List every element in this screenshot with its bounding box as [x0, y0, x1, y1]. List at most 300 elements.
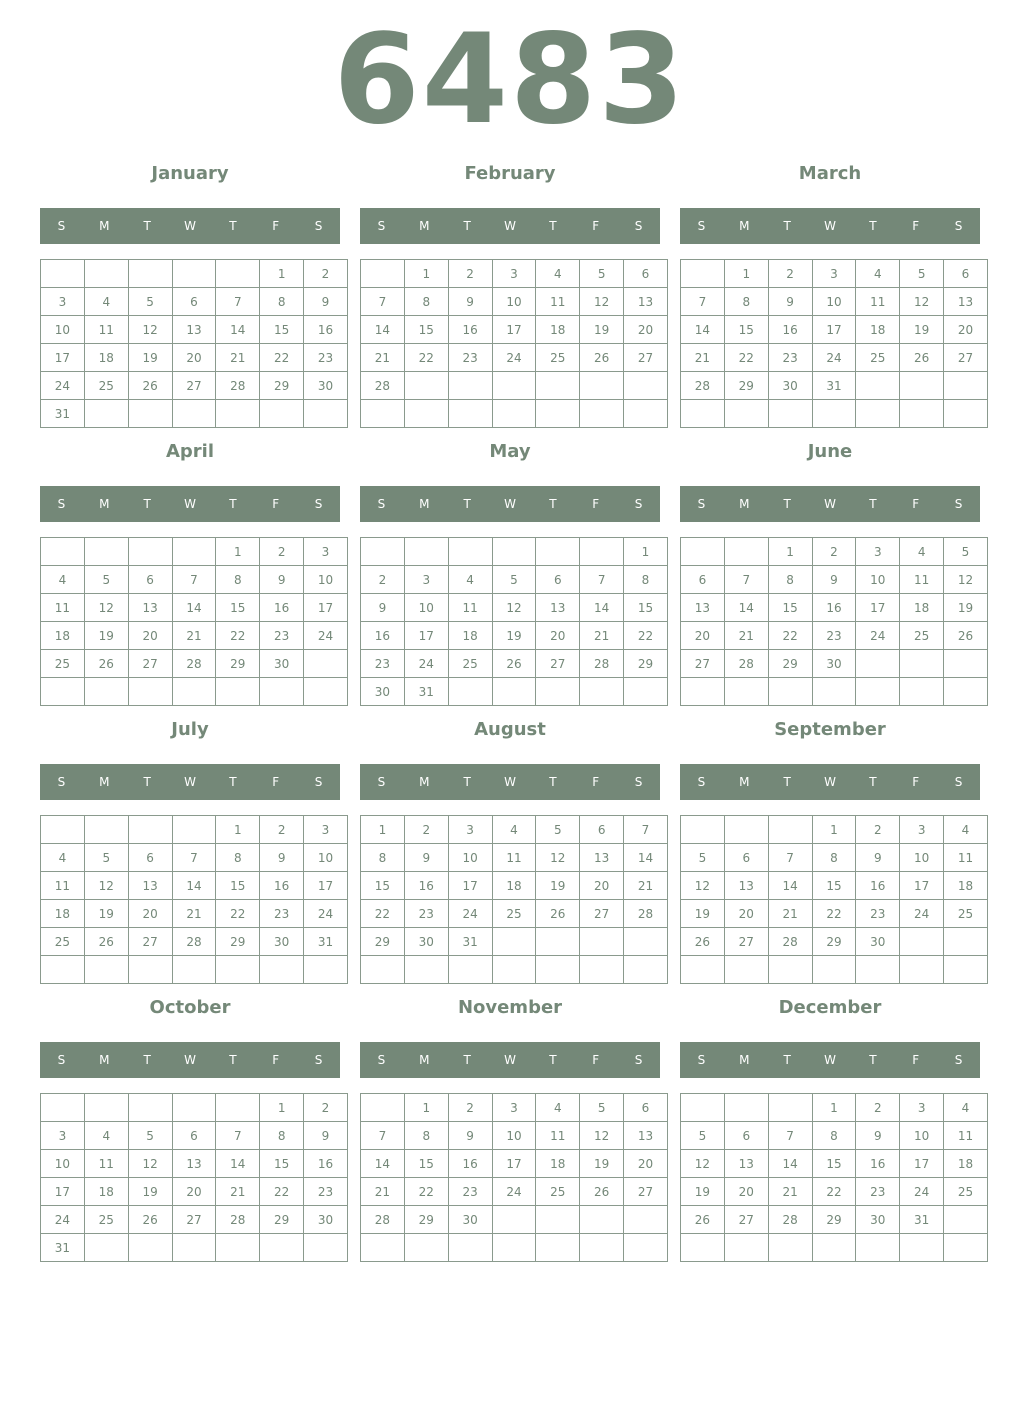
day-cell: 22: [361, 900, 405, 928]
day-cell: 11: [492, 844, 536, 872]
empty-day-cell: [492, 1234, 536, 1262]
weekday-label: M: [419, 219, 430, 233]
day-cell: 11: [448, 594, 492, 622]
weekday-label: S: [377, 497, 386, 511]
week-row: [361, 1122, 668, 1150]
month-october: [40, 997, 340, 1261]
empty-day-cell: [812, 678, 856, 706]
week-row: [361, 900, 668, 928]
day-cell: 29: [812, 1206, 856, 1234]
day-cell: 30: [856, 928, 900, 956]
empty-day-cell: [41, 538, 85, 566]
day-cell: 3: [41, 1122, 85, 1150]
day-cell: 14: [768, 872, 812, 900]
empty-day-cell: [900, 400, 944, 428]
day-grid: [40, 815, 348, 984]
empty-day-cell: [260, 956, 304, 984]
day-cell: 6: [128, 566, 172, 594]
weekday-label: S: [377, 775, 386, 789]
day-grid: [360, 815, 668, 984]
day-cell: 6: [172, 288, 216, 316]
empty-day-cell: [172, 400, 216, 428]
week-row: [361, 844, 668, 872]
day-cell: 14: [361, 316, 405, 344]
day-cell: 28: [172, 650, 216, 678]
day-cell: 11: [84, 316, 128, 344]
day-cell: 14: [216, 1150, 260, 1178]
day-cell: 26: [580, 1178, 624, 1206]
day-cell: 8: [216, 566, 260, 594]
week-row: [361, 928, 668, 956]
day-cell: 10: [41, 316, 85, 344]
day-cell: 14: [768, 1150, 812, 1178]
day-cell: 5: [128, 288, 172, 316]
day-grid: [360, 1093, 668, 1262]
day-cell: 30: [812, 650, 856, 678]
day-cell: 12: [681, 872, 725, 900]
weekday-label: F: [272, 219, 280, 233]
month-january: [40, 163, 340, 427]
day-cell: 10: [41, 1150, 85, 1178]
weekday-label: M: [739, 775, 750, 789]
empty-day-cell: [41, 816, 85, 844]
day-cell: 29: [260, 372, 304, 400]
day-cell: 2: [304, 1094, 348, 1122]
empty-day-cell: [624, 956, 668, 984]
empty-day-cell: [128, 400, 172, 428]
empty-day-cell: [536, 1206, 580, 1234]
day-cell: 24: [492, 1178, 536, 1206]
week-row: [681, 566, 988, 594]
day-cell: 10: [304, 566, 348, 594]
day-cell: 28: [361, 1206, 405, 1234]
day-cell: 7: [216, 288, 260, 316]
day-cell: 8: [260, 288, 304, 316]
empty-day-cell: [128, 816, 172, 844]
empty-day-cell: [448, 678, 492, 706]
day-cell: 17: [404, 622, 448, 650]
day-cell: 3: [900, 1094, 944, 1122]
day-cell: 24: [900, 900, 944, 928]
day-cell: 9: [304, 288, 348, 316]
month-name: April: [165, 441, 215, 462]
day-cell: 23: [404, 900, 448, 928]
day-cell: 26: [128, 1206, 172, 1234]
day-cell: 10: [404, 594, 448, 622]
day-cell: 27: [172, 372, 216, 400]
weekday-label: S: [634, 219, 643, 233]
day-cell: 30: [856, 1206, 900, 1234]
weekday-header: [40, 764, 340, 800]
day-cell: 22: [624, 622, 668, 650]
day-cell: 7: [681, 288, 725, 316]
week-row: [681, 260, 988, 288]
day-cell: 11: [944, 1122, 988, 1150]
day-cell: 28: [768, 928, 812, 956]
day-cell: 16: [404, 872, 448, 900]
day-cell: 17: [492, 316, 536, 344]
empty-day-cell: [84, 538, 128, 566]
empty-day-cell: [681, 816, 725, 844]
weekday-label: T: [549, 219, 557, 233]
week-row: [681, 650, 988, 678]
day-cell: 11: [536, 1122, 580, 1150]
day-cell: 15: [724, 316, 768, 344]
empty-day-cell: [172, 816, 216, 844]
day-cell: 3: [492, 1094, 536, 1122]
week-row: [681, 900, 988, 928]
day-cell: 27: [724, 928, 768, 956]
week-row: [681, 956, 988, 984]
day-cell: 5: [84, 844, 128, 872]
day-cell: 19: [681, 1178, 725, 1206]
day-cell: 17: [492, 1150, 536, 1178]
week-row: [361, 956, 668, 984]
year-title: 6483: [333, 8, 687, 152]
day-cell: 1: [812, 816, 856, 844]
weekday-label: T: [783, 219, 791, 233]
day-cell: 4: [944, 816, 988, 844]
day-cell: 8: [624, 566, 668, 594]
week-row: [361, 260, 668, 288]
day-cell: 3: [41, 288, 85, 316]
month-name: March: [798, 163, 862, 184]
day-cell: 7: [724, 566, 768, 594]
weekday-label: T: [143, 1053, 151, 1067]
day-cell: 11: [41, 594, 85, 622]
week-row: [361, 1206, 668, 1234]
day-cell: 21: [172, 622, 216, 650]
empty-day-cell: [624, 1234, 668, 1262]
week-row: [41, 928, 348, 956]
day-cell: 22: [724, 344, 768, 372]
day-cell: 20: [724, 900, 768, 928]
day-cell: 24: [492, 344, 536, 372]
empty-day-cell: [361, 400, 405, 428]
empty-day-cell: [856, 678, 900, 706]
day-cell: 16: [768, 316, 812, 344]
day-cell: 26: [900, 344, 944, 372]
day-cell: 29: [216, 650, 260, 678]
month-april: [40, 441, 340, 705]
day-cell: 15: [768, 594, 812, 622]
week-row: [361, 566, 668, 594]
day-cell: 11: [856, 288, 900, 316]
day-cell: 19: [580, 1150, 624, 1178]
day-cell: 10: [492, 1122, 536, 1150]
empty-day-cell: [128, 538, 172, 566]
week-row: [41, 1178, 348, 1206]
day-cell: 27: [944, 344, 988, 372]
day-cell: 7: [624, 816, 668, 844]
empty-day-cell: [172, 678, 216, 706]
empty-day-cell: [812, 956, 856, 984]
weekday-label: S: [954, 219, 963, 233]
day-grid: [680, 1093, 988, 1262]
weekday-label: S: [377, 219, 386, 233]
empty-day-cell: [681, 400, 725, 428]
month-december: [680, 997, 980, 1261]
day-cell: 16: [448, 1150, 492, 1178]
weekday-label: F: [592, 775, 600, 789]
empty-day-cell: [681, 1234, 725, 1262]
day-cell: 4: [41, 566, 85, 594]
empty-day-cell: [856, 1234, 900, 1262]
empty-day-cell: [492, 372, 536, 400]
day-cell: 25: [856, 344, 900, 372]
day-cell: 20: [624, 1150, 668, 1178]
day-cell: 30: [361, 678, 405, 706]
day-cell: 15: [404, 316, 448, 344]
week-row: [361, 288, 668, 316]
day-cell: 7: [172, 566, 216, 594]
week-row: [361, 816, 668, 844]
weekday-label: T: [143, 497, 151, 511]
month-name: May: [489, 441, 531, 462]
month-name: January: [151, 163, 229, 184]
empty-day-cell: [944, 650, 988, 678]
empty-day-cell: [536, 928, 580, 956]
week-row: [361, 678, 668, 706]
day-cell: 19: [900, 316, 944, 344]
empty-day-cell: [84, 1234, 128, 1262]
day-cell: 21: [768, 1178, 812, 1206]
day-cell: 25: [84, 1206, 128, 1234]
day-cell: 22: [812, 1178, 856, 1206]
day-cell: 18: [41, 900, 85, 928]
day-cell: 12: [580, 288, 624, 316]
weekday-label: T: [549, 1053, 557, 1067]
day-cell: 7: [216, 1122, 260, 1150]
day-cell: 27: [172, 1206, 216, 1234]
day-cell: 24: [856, 622, 900, 650]
day-cell: 22: [260, 344, 304, 372]
weekday-label: T: [869, 775, 877, 789]
empty-day-cell: [84, 956, 128, 984]
week-row: [361, 650, 668, 678]
empty-day-cell: [448, 1234, 492, 1262]
day-cell: 22: [404, 344, 448, 372]
empty-day-cell: [856, 650, 900, 678]
day-cell: 25: [448, 650, 492, 678]
empty-day-cell: [361, 956, 405, 984]
empty-day-cell: [812, 400, 856, 428]
empty-day-cell: [856, 372, 900, 400]
day-grid: [680, 537, 988, 706]
empty-day-cell: [944, 678, 988, 706]
day-cell: 21: [624, 872, 668, 900]
month-june: [680, 441, 980, 705]
day-cell: 26: [944, 622, 988, 650]
weekday-label: S: [954, 775, 963, 789]
day-cell: 12: [128, 316, 172, 344]
day-cell: 7: [768, 1122, 812, 1150]
weekday-label: T: [229, 1053, 237, 1067]
day-grid: [360, 259, 668, 428]
day-cell: 29: [216, 928, 260, 956]
weekday-label: W: [824, 219, 836, 233]
weekday-label: T: [549, 497, 557, 511]
weekday-label: S: [697, 219, 706, 233]
day-cell: 4: [448, 566, 492, 594]
empty-day-cell: [404, 956, 448, 984]
weekday-label: W: [504, 1053, 516, 1067]
day-cell: 25: [944, 900, 988, 928]
day-grid: [360, 537, 668, 706]
day-cell: 26: [681, 928, 725, 956]
weekday-label: S: [314, 775, 323, 789]
day-cell: 7: [361, 288, 405, 316]
day-cell: 13: [128, 594, 172, 622]
day-cell: 30: [404, 928, 448, 956]
day-cell: 6: [128, 844, 172, 872]
week-row: [681, 928, 988, 956]
empty-day-cell: [492, 1206, 536, 1234]
day-cell: 2: [260, 538, 304, 566]
week-row: [41, 872, 348, 900]
empty-day-cell: [216, 1094, 260, 1122]
day-cell: 11: [84, 1150, 128, 1178]
day-cell: 25: [492, 900, 536, 928]
day-cell: 31: [812, 372, 856, 400]
day-cell: 11: [41, 872, 85, 900]
week-row: [681, 844, 988, 872]
day-cell: 16: [856, 872, 900, 900]
month-name: October: [149, 997, 231, 1018]
day-cell: 4: [944, 1094, 988, 1122]
day-cell: 2: [304, 260, 348, 288]
day-cell: 20: [580, 872, 624, 900]
empty-day-cell: [580, 956, 624, 984]
day-cell: 24: [41, 372, 85, 400]
day-cell: 3: [404, 566, 448, 594]
weekday-label: S: [57, 775, 66, 789]
month-name: July: [171, 719, 209, 740]
day-cell: 7: [172, 844, 216, 872]
day-cell: 17: [304, 872, 348, 900]
weekday-label: W: [824, 497, 836, 511]
empty-day-cell: [768, 1094, 812, 1122]
weekday-label: T: [229, 775, 237, 789]
empty-day-cell: [681, 956, 725, 984]
day-cell: 1: [216, 816, 260, 844]
day-cell: 24: [41, 1206, 85, 1234]
day-cell: 29: [361, 928, 405, 956]
day-cell: 1: [260, 1094, 304, 1122]
day-cell: 3: [900, 816, 944, 844]
weekday-header: [360, 764, 660, 800]
day-cell: 4: [84, 1122, 128, 1150]
day-cell: 29: [260, 1206, 304, 1234]
empty-day-cell: [128, 260, 172, 288]
day-cell: 15: [624, 594, 668, 622]
day-cell: 6: [624, 1094, 668, 1122]
week-row: [681, 1178, 988, 1206]
empty-day-cell: [172, 260, 216, 288]
weekday-label: M: [739, 1053, 750, 1067]
empty-day-cell: [536, 956, 580, 984]
day-cell: 6: [624, 260, 668, 288]
weekday-label: M: [99, 219, 110, 233]
day-cell: 2: [448, 260, 492, 288]
day-cell: 14: [681, 316, 725, 344]
day-cell: 28: [216, 372, 260, 400]
day-cell: 27: [724, 1206, 768, 1234]
empty-day-cell: [900, 372, 944, 400]
weekday-label: S: [57, 497, 66, 511]
empty-day-cell: [172, 538, 216, 566]
week-row: [681, 372, 988, 400]
day-cell: 16: [361, 622, 405, 650]
day-cell: 12: [900, 288, 944, 316]
day-cell: 19: [681, 900, 725, 928]
weekday-label: W: [184, 219, 196, 233]
weekday-label: F: [912, 775, 920, 789]
day-cell: 9: [361, 594, 405, 622]
day-cell: 8: [260, 1122, 304, 1150]
day-cell: 10: [304, 844, 348, 872]
weekday-label: T: [143, 219, 151, 233]
week-row: [41, 288, 348, 316]
day-cell: 20: [681, 622, 725, 650]
weekday-label: W: [504, 219, 516, 233]
empty-day-cell: [216, 260, 260, 288]
weekday-header: [680, 208, 980, 244]
week-row: [681, 538, 988, 566]
week-row: [41, 538, 348, 566]
day-cell: 23: [361, 650, 405, 678]
day-cell: 2: [856, 1094, 900, 1122]
day-cell: 23: [448, 1178, 492, 1206]
weekday-label: M: [419, 497, 430, 511]
weekday-label: T: [869, 219, 877, 233]
day-cell: 26: [84, 928, 128, 956]
day-cell: 19: [536, 872, 580, 900]
day-cell: 15: [812, 1150, 856, 1178]
weekday-label: W: [184, 1053, 196, 1067]
empty-day-cell: [404, 400, 448, 428]
day-cell: 28: [361, 372, 405, 400]
day-cell: 3: [492, 260, 536, 288]
empty-day-cell: [624, 400, 668, 428]
day-cell: 9: [812, 566, 856, 594]
empty-day-cell: [724, 956, 768, 984]
week-row: [41, 1206, 348, 1234]
day-cell: 5: [681, 1122, 725, 1150]
month-november: [360, 997, 660, 1261]
day-cell: 12: [681, 1150, 725, 1178]
empty-day-cell: [361, 538, 405, 566]
weekday-label: F: [912, 1053, 920, 1067]
weekday-label: S: [314, 1053, 323, 1067]
day-cell: 9: [260, 844, 304, 872]
week-row: [681, 316, 988, 344]
empty-day-cell: [260, 678, 304, 706]
day-cell: 12: [128, 1150, 172, 1178]
day-cell: 24: [304, 622, 348, 650]
day-cell: 20: [624, 316, 668, 344]
week-row: [41, 816, 348, 844]
day-cell: 12: [536, 844, 580, 872]
day-cell: 4: [900, 538, 944, 566]
empty-day-cell: [681, 678, 725, 706]
day-cell: 19: [84, 622, 128, 650]
weekday-label: F: [592, 497, 600, 511]
empty-day-cell: [812, 1234, 856, 1262]
week-row: [681, 1150, 988, 1178]
day-cell: 6: [944, 260, 988, 288]
day-cell: 4: [856, 260, 900, 288]
